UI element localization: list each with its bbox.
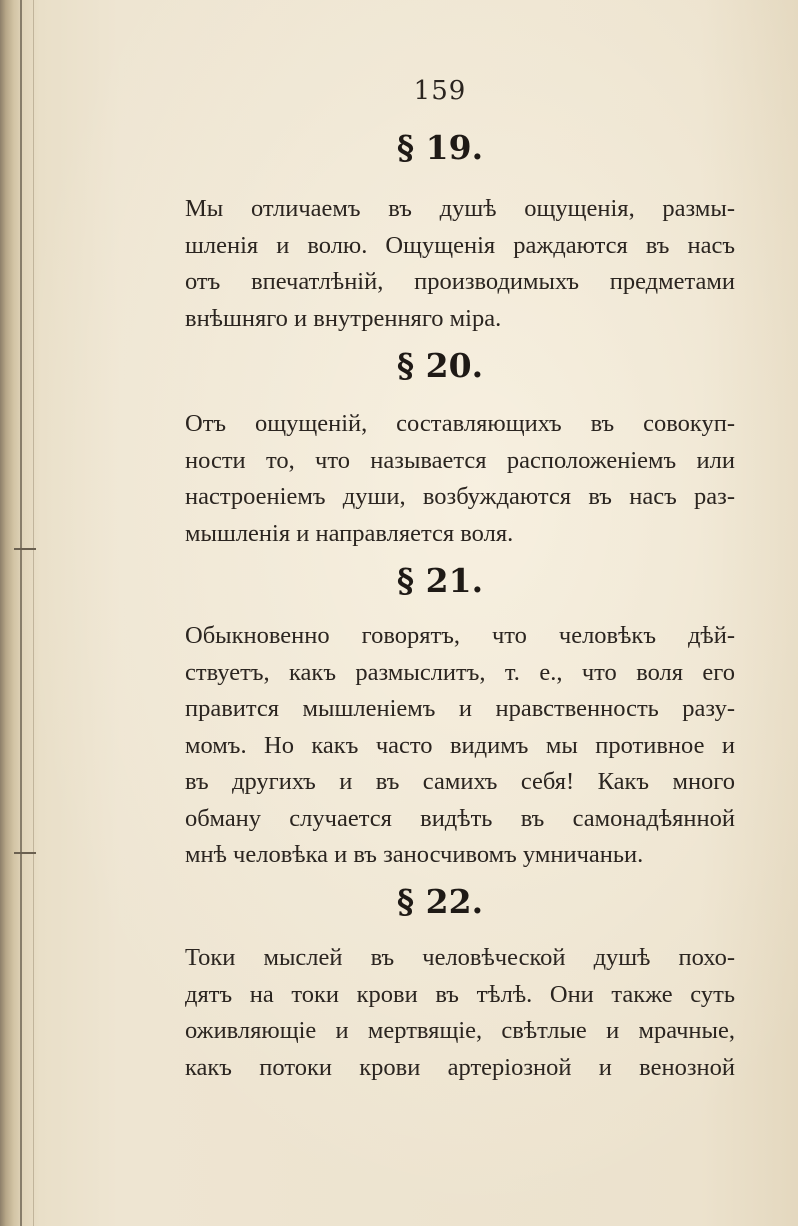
- text-line: Обыкновенно говорятъ, что человѣкъ дѣй-: [185, 622, 735, 649]
- text-line: внѣшняго и внутренняго міра.: [185, 304, 502, 332]
- text-line: настроеніемъ души, возбуждаются въ насъ раз-: [185, 483, 735, 510]
- page-number: 159: [413, 76, 467, 106]
- text-line: момъ. Но какъ часто видимъ мы противное и: [185, 731, 735, 759]
- section-heading: § 22.: [396, 882, 484, 921]
- text-line: какъ потоки крови артеріозной и венозной: [185, 1053, 735, 1081]
- text-line: Токи мыслей въ человѣческой душѣ похо-: [185, 944, 735, 971]
- page-edge-line-inner: [33, 0, 34, 1226]
- page-edge-mark: [14, 548, 36, 550]
- text-line: Мы отличаемъ въ душѣ ощущенія, размы-: [185, 195, 735, 222]
- text-line: правится мышленіемъ и нравственность разу-: [185, 695, 735, 722]
- page-edge-mark: [14, 852, 36, 854]
- section-heading: § 20.: [396, 346, 484, 385]
- section-paragraph: [185, 191, 735, 337]
- section-paragraph: [185, 940, 735, 1086]
- section-paragraph: [185, 406, 735, 552]
- text-line: мышленія и направляется воля.: [185, 519, 514, 547]
- text-line: въ другихъ и въ самихъ себя! Какъ много: [185, 768, 735, 795]
- section-heading: § 19.: [396, 128, 484, 167]
- text-line: ствуетъ, какъ размыслитъ, т. е., что воля его: [185, 658, 735, 686]
- text-line: ности то, что называется расположеніемъ или: [185, 446, 735, 474]
- text-line: оживляющіе и мертвящіе, свѣтлые и мрачные,: [185, 1017, 735, 1044]
- section-heading: § 21.: [396, 561, 484, 600]
- text-line: шленія и волю. Ощущенія раждаются въ насъ: [185, 231, 735, 259]
- text-line: мнѣ человѣка и въ заносчивомъ умничаньи.: [185, 841, 644, 868]
- text-line: отъ впечатлѣній, производимыхъ предметами: [185, 268, 735, 295]
- text-line: обману случается видѣть въ самонадѣянной: [185, 804, 735, 832]
- section-paragraph: [185, 618, 735, 874]
- page-edge-line: [20, 0, 22, 1226]
- book-spine-shadow: [0, 0, 22, 1226]
- text-line: Отъ ощущеній, составляющихъ въ совокуп-: [185, 410, 735, 437]
- text-line: дятъ на токи крови въ тѣлѣ. Они также суть: [185, 980, 735, 1008]
